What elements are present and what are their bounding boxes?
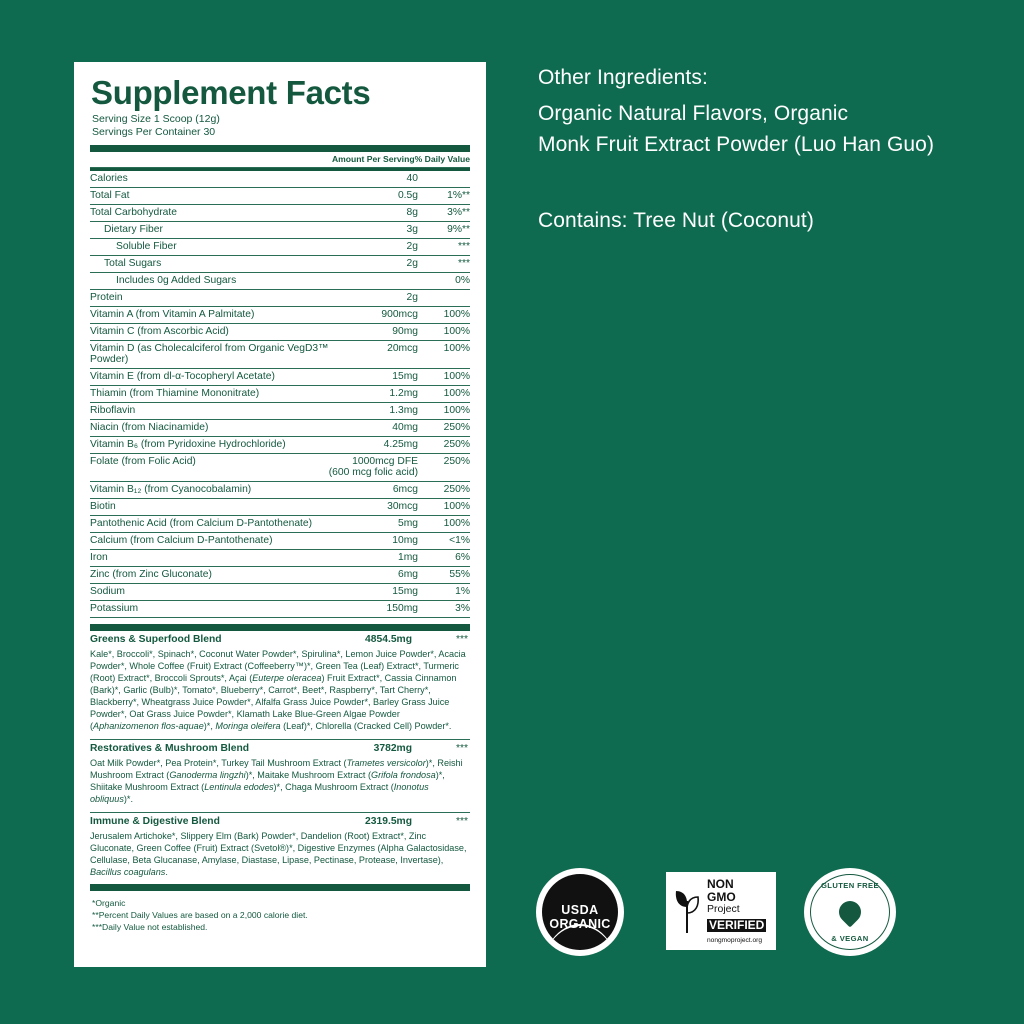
header-percent-daily-value: % Daily Value bbox=[415, 152, 470, 168]
table-row bbox=[90, 600, 470, 617]
nutrient-daily-value: 100% bbox=[418, 498, 470, 515]
nutrient-daily-value: 100% bbox=[418, 515, 470, 532]
nutrient-amount: 40mg bbox=[329, 419, 418, 436]
nutrient-daily-value: 6% bbox=[418, 549, 470, 566]
non-gmo-line-2: GMO bbox=[707, 890, 736, 905]
nutrient-name: Niacin (from Niacinamide) bbox=[90, 419, 329, 436]
blend-ingredients: Kale*, Broccoli*, Spinach*, Coconut Water Powder*, Spirulina*, Lemon Juice Powder*, Acacia Powder*, Whole Coffee (Fruit) Extract (Coffeeberry™)*, Green Tea (Leaf) Extract*, Turmeric (Root) Extract*, Broccoli Sprouts*, Açai (Euterpe oleracea) Fruit Extract*, Cassia Cinnamon (Bark)*, Garlic (Bulb)*, Tomato*, Blueberry*, Carrot*, Beet*, Raspberry*, Tart Cherry*, Blackberry*, Wheatgrass Juice Powder*, Alfalfa Grass Juice Powder*, Barley Grass Juice Powder*, Oat Grass Juice Powder*, Klamath Lake Blue-Green Algae Powder (Aphanizomenon flos-aquae)*, Moringa oleifera (Leaf)*, Chlorella (Cracked Cell) Powder*. bbox=[90, 648, 466, 731]
nutrition-table bbox=[90, 152, 470, 168]
table-row bbox=[90, 385, 470, 402]
gluten-free-bottom-text: & VEGAN bbox=[831, 934, 869, 943]
nutrient-name: Dietary Fiber bbox=[90, 221, 329, 238]
nutrient-name: Zinc (from Zinc Gluconate) bbox=[90, 566, 329, 583]
nutrient-amount: 8g bbox=[329, 204, 418, 221]
nutrient-name: Sodium bbox=[90, 583, 329, 600]
servings-per-container: Servings Per Container 30 bbox=[92, 125, 216, 138]
nutrient-amount: 6mcg bbox=[329, 481, 418, 498]
nutrient-name: Vitamin E (from dl-α-Tocopheryl Acetate) bbox=[90, 368, 329, 385]
nutrient-amount: 2g bbox=[329, 255, 418, 272]
footnotes bbox=[92, 897, 470, 934]
footnote-line: ***Daily Value not established. bbox=[92, 922, 208, 933]
table-row bbox=[90, 402, 470, 419]
table-row bbox=[90, 306, 470, 323]
table-row bbox=[90, 419, 470, 436]
other-ingredients-line-2: Monk Fruit Extract Powder (Luo Han Guo) bbox=[538, 133, 935, 157]
footnote-line: *Organic bbox=[92, 897, 126, 908]
nutrient-daily-value bbox=[418, 171, 470, 188]
nutrient-name: Folate (from Folic Acid) bbox=[90, 453, 329, 481]
non-gmo-line-4: VERIFIED bbox=[709, 918, 765, 933]
table-row bbox=[90, 583, 470, 600]
blend-divider bbox=[90, 732, 470, 740]
blend-ingredients: Jerusalem Artichoke*, Slippery Elm (Bark) Powder*, Dandelion (Root) Extract*, Zinc Gluconate, Green Coffee (Fruit) Extract (Svetol®)*, Digestive Enzymes (Alpha Galactosidase, Cellulase, Beta Glucanase, Amylase, Diastase, Lipase, Pectinase, Protease, Invertase), Bacillus coagulans. bbox=[90, 830, 467, 877]
nutrient-name: Total Sugars bbox=[90, 255, 329, 272]
blend-daily-value: *** bbox=[455, 633, 468, 645]
supplement-facts-panel bbox=[74, 62, 486, 967]
nutrient-name: Calcium (from Calcium D-Pantothenate) bbox=[90, 532, 329, 549]
table-row bbox=[90, 221, 470, 238]
nutrient-amount: 2g bbox=[329, 289, 418, 306]
nutrient-name: Iron bbox=[90, 549, 329, 566]
blend-name: Greens & Superfood Blend bbox=[90, 633, 222, 645]
blend-divider bbox=[90, 805, 470, 813]
nutrient-daily-value: 100% bbox=[418, 368, 470, 385]
table-row bbox=[90, 453, 470, 481]
nutrient-amount: 30mcg bbox=[329, 498, 418, 515]
nutrient-name: Vitamin B₆ (from Pyridoxine Hydrochloride) bbox=[90, 436, 329, 453]
blend-ingredients: Oat Milk Powder*, Pea Protein*, Turkey Tail Mushroom Extract (Trametes versicolor)*, Reishi Mushroom Extract (Ganoderma lingzhi)*, Maitake Mushroom Extract (Grifola frondosa)*, Shiitake Mushroom Extract (Lentinula edodes)*, Chaga Mushroom Extract (Inonotus obliquus)*. bbox=[90, 757, 463, 804]
nutrient-name: Potassium bbox=[90, 600, 329, 617]
nutrient-daily-value: 1%** bbox=[418, 187, 470, 204]
blend-name: Immune & Digestive Blend bbox=[90, 815, 220, 827]
non-gmo-project-verified-icon bbox=[666, 872, 776, 950]
non-gmo-line-3: Project bbox=[707, 903, 740, 916]
nutrient-name: Total Carbohydrate bbox=[90, 204, 329, 221]
nutrient-daily-value: 250% bbox=[418, 453, 470, 481]
blend-header-row bbox=[90, 740, 470, 754]
divider-thick-top bbox=[90, 145, 470, 152]
nutrient-amount: 40 bbox=[329, 171, 418, 188]
nutrient-daily-value: 3% bbox=[418, 600, 470, 617]
blend-daily-value: *** bbox=[455, 742, 468, 754]
table-row bbox=[90, 204, 470, 221]
nutrition-rows bbox=[90, 171, 470, 618]
blend-amount: 2319.5mg bbox=[365, 815, 412, 827]
header-amount-per-serving: Amount Per Serving bbox=[329, 152, 415, 168]
nutrient-amount: 900mcg bbox=[329, 306, 418, 323]
nutrient-daily-value: 0% bbox=[418, 272, 470, 289]
gluten-free-top-text: GLUTEN FREE bbox=[821, 881, 879, 890]
nutrient-daily-value: 100% bbox=[418, 385, 470, 402]
table-row bbox=[90, 515, 470, 532]
nutrient-name: Vitamin B₁₂ (from Cyanocobalamin) bbox=[90, 481, 329, 498]
allergen-contains-statement: Contains: Tree Nut (Coconut) bbox=[538, 209, 814, 233]
nutrient-daily-value: 250% bbox=[418, 419, 470, 436]
nutrient-daily-value: *** bbox=[418, 238, 470, 255]
usda-badge-line-2: ORGANIC bbox=[549, 917, 611, 931]
nutrient-amount: 2g bbox=[329, 238, 418, 255]
table-row bbox=[90, 238, 470, 255]
gluten-free-vegan-icon bbox=[804, 868, 896, 956]
nutrient-amount: 15mg bbox=[329, 368, 418, 385]
divider-thick-bottom bbox=[90, 884, 470, 891]
usda-badge-line-1: USDA bbox=[561, 903, 599, 917]
nutrient-daily-value: 100% bbox=[418, 340, 470, 368]
divider-thick-blends bbox=[90, 624, 470, 631]
nutrient-amount: 1.3mg bbox=[329, 402, 418, 419]
nutrient-name: Vitamin D (as Cholecalciferol from Organic VegD3™ Powder) bbox=[90, 340, 329, 368]
nutrient-daily-value: 100% bbox=[418, 323, 470, 340]
table-row bbox=[90, 532, 470, 549]
other-ingredients-line-1: Organic Natural Flavors, Organic bbox=[538, 101, 849, 125]
nutrient-amount: 3g bbox=[329, 221, 418, 238]
nutrient-daily-value: *** bbox=[418, 255, 470, 272]
nutrient-name: Vitamin A (from Vitamin A Palmitate) bbox=[90, 306, 329, 323]
nutrient-daily-value: 1% bbox=[418, 583, 470, 600]
nutrient-name: Includes 0g Added Sugars bbox=[90, 272, 329, 289]
table-header-row bbox=[90, 152, 470, 168]
nutrient-amount: 15mg bbox=[329, 583, 418, 600]
nutrient-amount: 1000mcg DFE (600 mcg folic acid) bbox=[329, 453, 418, 481]
butterfly-leaf-icon bbox=[672, 887, 702, 935]
table-row bbox=[90, 436, 470, 453]
nutrient-name: Pantothenic Acid (from Calcium D-Pantothenate) bbox=[90, 515, 329, 532]
nutrient-amount: 20mcg bbox=[329, 340, 418, 368]
blends-table bbox=[90, 631, 470, 878]
page-title: Supplement Facts bbox=[91, 74, 371, 111]
table-row bbox=[90, 171, 470, 188]
table-row bbox=[90, 272, 470, 289]
nutrient-daily-value: <1% bbox=[418, 532, 470, 549]
nutrient-amount: 150mg bbox=[329, 600, 418, 617]
blend-amount: 4854.5mg bbox=[365, 633, 412, 645]
table-row bbox=[90, 289, 470, 306]
table-row bbox=[90, 323, 470, 340]
non-gmo-url: nongmoproject.org bbox=[707, 936, 762, 944]
usda-organic-icon bbox=[536, 868, 624, 956]
nutrient-amount: 90mg bbox=[329, 323, 418, 340]
nutrient-amount: 4.25mg bbox=[329, 436, 418, 453]
nutrient-daily-value: 3%** bbox=[418, 204, 470, 221]
nutrient-daily-value: 9%** bbox=[418, 221, 470, 238]
nutrient-name: Calories bbox=[90, 171, 329, 188]
table-row bbox=[90, 255, 470, 272]
nutrient-name: Protein bbox=[90, 289, 329, 306]
table-row bbox=[90, 340, 470, 368]
table-row bbox=[90, 368, 470, 385]
nutrient-daily-value: 100% bbox=[418, 306, 470, 323]
blend-amount: 3782mg bbox=[373, 742, 412, 754]
nutrient-amount: 5mg bbox=[329, 515, 418, 532]
header-spacer bbox=[90, 152, 329, 168]
nutrient-daily-value: 250% bbox=[418, 436, 470, 453]
nutrient-amount: 1.2mg bbox=[329, 385, 418, 402]
table-row bbox=[90, 498, 470, 515]
nutrient-daily-value: 100% bbox=[418, 402, 470, 419]
nutrient-name: Biotin bbox=[90, 498, 329, 515]
nutrient-amount: 6mg bbox=[329, 566, 418, 583]
table-row bbox=[90, 187, 470, 204]
nutrient-name: Vitamin C (from Ascorbic Acid) bbox=[90, 323, 329, 340]
table-row bbox=[90, 549, 470, 566]
certification-badges bbox=[536, 868, 896, 958]
blend-daily-value: *** bbox=[455, 815, 468, 827]
other-ingredients-label: Other Ingredients: bbox=[538, 66, 708, 89]
nutrient-daily-value: 55% bbox=[418, 566, 470, 583]
non-gmo-line-1: NON bbox=[707, 877, 734, 892]
footnote-line: **Percent Daily Values are based on a 2,000 calorie diet. bbox=[92, 910, 308, 921]
table-row bbox=[90, 481, 470, 498]
right-text-column bbox=[538, 62, 990, 233]
nutrient-name: Total Fat bbox=[90, 187, 329, 204]
nutrient-amount: 0.5g bbox=[329, 187, 418, 204]
table-row bbox=[90, 566, 470, 583]
blend-name: Restoratives & Mushroom Blend bbox=[90, 742, 250, 754]
blend-header-row bbox=[90, 813, 470, 827]
nutrient-amount: 10mg bbox=[329, 532, 418, 549]
nutrient-daily-value: 250% bbox=[418, 481, 470, 498]
serving-size: Serving Size 1 Scoop (12g) bbox=[92, 112, 220, 125]
blend-header-row bbox=[90, 631, 470, 645]
nutrient-amount: 1mg bbox=[329, 549, 418, 566]
nutrient-amount bbox=[329, 272, 418, 289]
nutrient-daily-value bbox=[418, 289, 470, 306]
nutrient-name: Riboflavin bbox=[90, 402, 329, 419]
nutrient-name: Thiamin (from Thiamine Mononitrate) bbox=[90, 385, 329, 402]
nutrient-name: Soluble Fiber bbox=[90, 238, 329, 255]
